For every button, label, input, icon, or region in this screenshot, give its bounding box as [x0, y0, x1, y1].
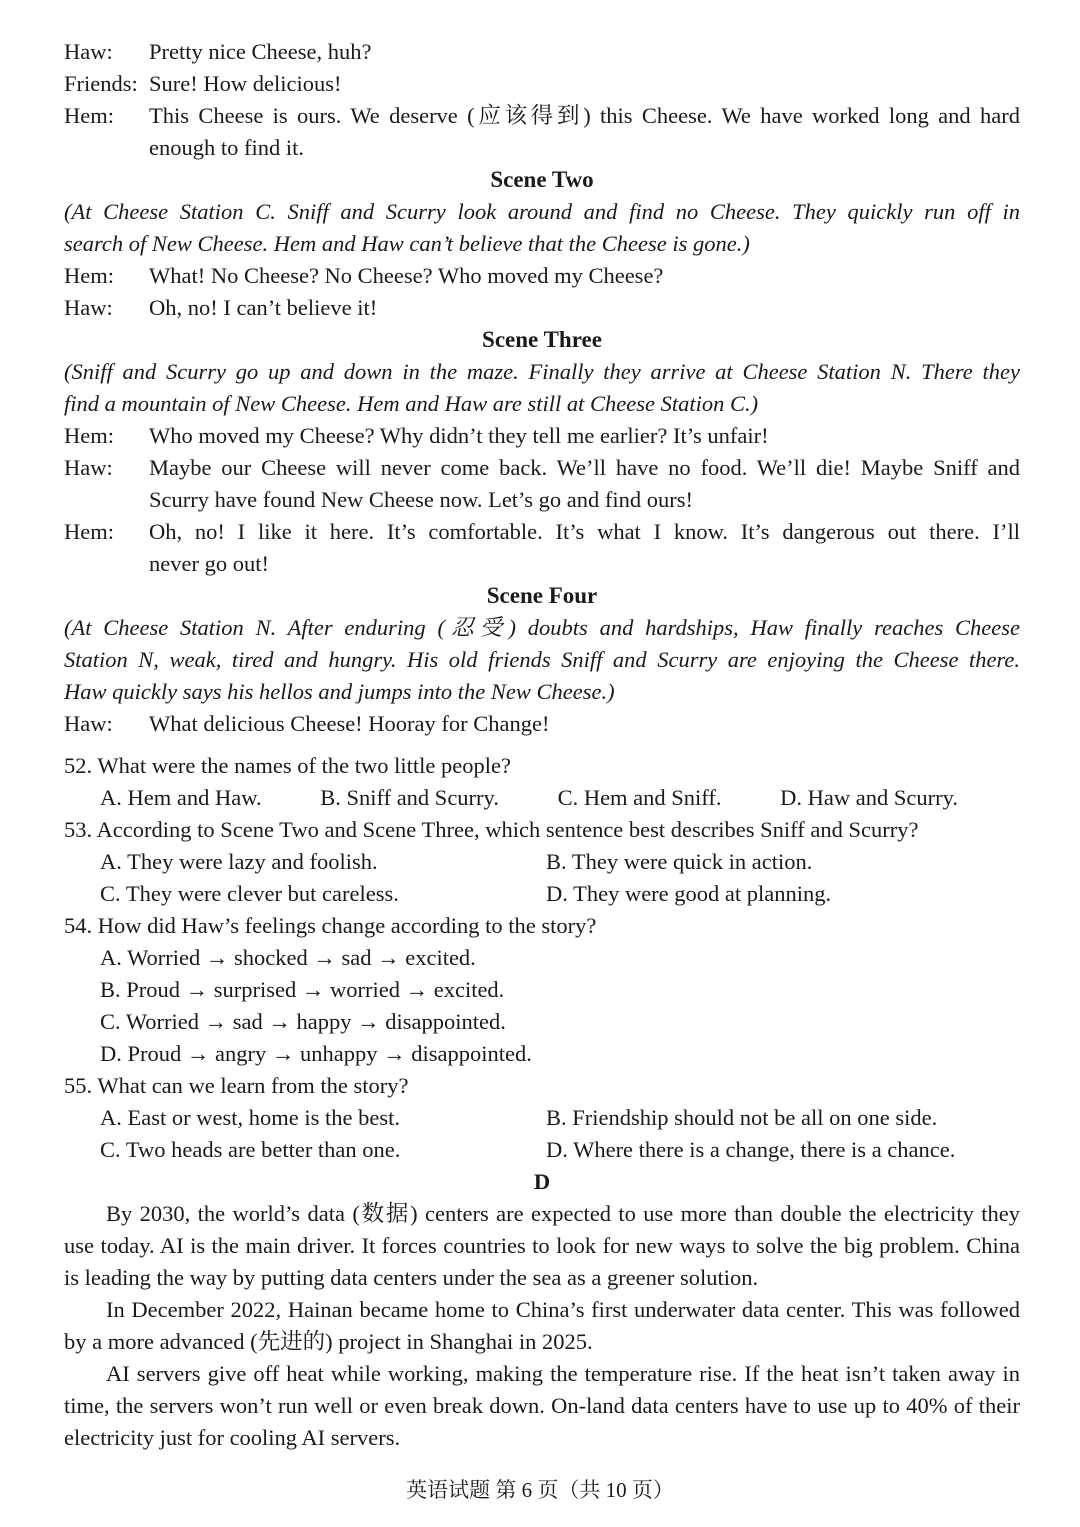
dialogue-line — [64, 708, 1020, 740]
scene-title: Scene Two — [490, 167, 594, 192]
option-a[interactable]: A. Hem and Haw. — [100, 785, 262, 810]
option-row — [64, 878, 1020, 910]
dialogue-line — [64, 420, 1020, 452]
option-c[interactable]: C. They were clever but careless. — [100, 881, 399, 906]
speaker: Friends: — [64, 71, 138, 96]
page-footer: 英语试题 第 6 页（共 10 页） — [406, 1478, 674, 1502]
question-stem: 52. What were the names of the two little people? — [64, 753, 511, 778]
option-b[interactable]: B. Sniff and Scurry. — [320, 785, 499, 810]
speaker: Haw: — [64, 39, 113, 64]
stage-direction: (At Cheese Station N. After enduring (忍受) doubts and hardships, Haw finally reaches Cheese — [64, 615, 1020, 640]
dialogue-text: Maybe our Cheese will never come back. We’ll have no food. We’ll die! Maybe Sniff and — [149, 455, 1020, 480]
dialogue-text: What! No Cheese? No Cheese? Who moved my Cheese? — [149, 263, 664, 288]
option-b[interactable]: B. Proud → surprised → worried → excited. — [100, 977, 505, 1002]
option-row — [64, 846, 1020, 878]
option-d[interactable]: D. Proud → angry → unhappy → disappointed. — [100, 1041, 532, 1066]
scene-title: Scene Three — [482, 327, 602, 352]
dialogue-line — [64, 516, 1020, 548]
dialogue-line — [64, 100, 1020, 132]
speaker: Haw: — [64, 711, 113, 736]
section-title: D — [533, 1169, 551, 1194]
dialogue-continuation: never go out! — [149, 551, 269, 576]
stage-direction: Haw quickly says his hellos and jumps into the New Cheese.) — [64, 679, 615, 704]
dialogue-line — [64, 36, 1020, 68]
option-b[interactable]: B. They were quick in action. — [546, 849, 813, 874]
dialogue-text: Oh, no! I can’t believe it! — [149, 295, 378, 320]
option-d[interactable]: D. Haw and Scurry. — [780, 785, 958, 810]
stage-direction: (Sniff and Scurry go up and down in the maze. Finally they arrive at Cheese Station N. There they — [64, 359, 1020, 384]
option-row — [64, 782, 1020, 814]
dialogue-text: Pretty nice Cheese, huh? — [149, 39, 372, 64]
speaker: Hem: — [64, 423, 114, 448]
dialogue-text: Who moved my Cheese? Why didn’t they tell me earlier? It’s unfair! — [149, 423, 769, 448]
dialogue-text: What delicious Cheese! Hooray for Change! — [149, 711, 550, 736]
dialogue-continuation: enough to find it. — [149, 135, 304, 160]
option-d[interactable]: D. Where there is a change, there is a chance. — [546, 1137, 956, 1162]
scene-title: Scene Four — [486, 583, 598, 608]
stage-direction: Station N, weak, tired and hungry. His old friends Sniff and Scurry are enjoying the Cheese there. — [64, 647, 1020, 672]
option-a[interactable]: A. Worried → shocked → sad → excited. — [100, 945, 476, 970]
question-stem: 53. According to Scene Two and Scene Three, which sentence best describes Sniff and Scurry? — [64, 817, 919, 842]
stage-direction: search of New Cheese. Hem and Haw can’t believe that the Cheese is gone.) — [64, 231, 750, 256]
stage-direction: (At Cheese Station C. Sniff and Scurry look around and find no Cheese. They quickly run off in — [64, 199, 1020, 224]
dialogue-continuation: Scurry have found New Cheese now. Let’s go and find ours! — [149, 487, 694, 512]
speaker: Hem: — [64, 263, 114, 288]
dialogue-text: This Cheese is ours. We deserve (应该得到) this Cheese. We have worked long and hard — [149, 103, 1020, 128]
question-stem: 55. What can we learn from the story? — [64, 1073, 409, 1098]
exam-page — [64, 36, 1020, 1454]
speaker: Hem: — [64, 103, 114, 128]
dialogue-line — [64, 292, 1020, 324]
paragraph: AI servers give off heat while working, making the temperature rise. If the heat isn’t taken away in time, the servers won’t run well or even break down. On-land data centers have to use up to 40% of their electricity just for cooling AI servers. — [64, 1361, 1020, 1450]
question-stem: 54. How did Haw’s feelings change according to the story? — [64, 913, 597, 938]
stage-direction: find a mountain of New Cheese. Hem and Haw are still at Cheese Station C.) — [64, 391, 759, 416]
speaker: Hem: — [64, 519, 114, 544]
speaker: Haw: — [64, 295, 113, 320]
option-d[interactable]: D. They were good at planning. — [546, 881, 832, 906]
speaker: Haw: — [64, 455, 113, 480]
option-c[interactable]: C. Worried → sad → happy → disappointed. — [100, 1009, 506, 1034]
option-row — [64, 1134, 1020, 1166]
dialogue-line — [64, 452, 1020, 484]
dialogue-text: Sure! How delicious! — [149, 71, 342, 96]
option-c[interactable]: C. Two heads are better than one. — [100, 1137, 401, 1162]
dialogue-text: Oh, no! I like it here. It’s comfortable. It’s what I know. It’s dangerous out there. I’ll — [149, 519, 1020, 544]
option-c[interactable]: C. Hem and Sniff. — [557, 785, 722, 810]
option-a[interactable]: A. They were lazy and foolish. — [100, 849, 378, 874]
paragraph: In December 2022, Hainan became home to China’s first underwater data center. This was followed by a more advanced (先进的) project in Shanghai in 2025. — [64, 1297, 1020, 1354]
option-a[interactable]: A. East or west, home is the best. — [100, 1105, 400, 1130]
option-row — [64, 1102, 1020, 1134]
option-b[interactable]: B. Friendship should not be all on one side. — [546, 1105, 938, 1130]
paragraph: By 2030, the world’s data (数据) centers are expected to use more than double the electricity they use today. AI is the main driver. It forces countries to look for new ways to solve the big problem. China is leading the way by putting data centers under the sea as a greener solution. — [64, 1201, 1020, 1290]
dialogue-line — [64, 68, 1020, 100]
dialogue-line — [64, 260, 1020, 292]
